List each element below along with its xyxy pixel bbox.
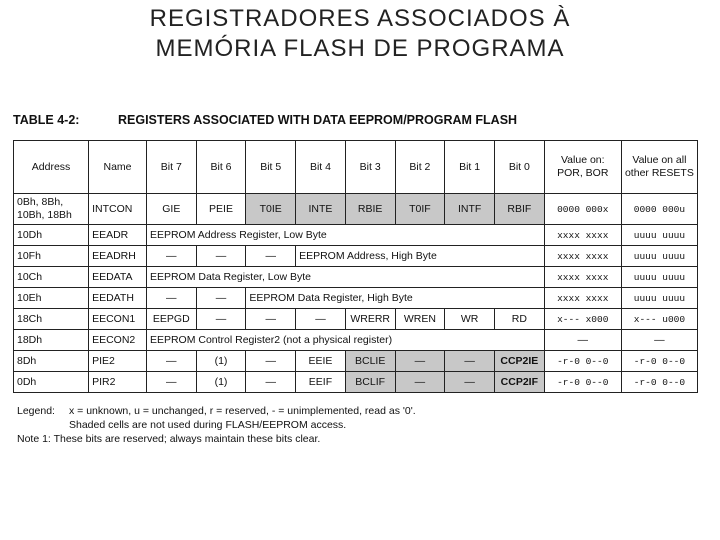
bit-cell: — bbox=[146, 288, 196, 309]
other-value-cell: — bbox=[621, 330, 697, 351]
bit-cell: WREN bbox=[395, 309, 445, 330]
address-cell: 18Ch bbox=[14, 309, 89, 330]
address-cell: 0Dh bbox=[14, 372, 89, 393]
table-header-row bbox=[14, 141, 698, 194]
slide-title bbox=[0, 4, 720, 64]
legend-line bbox=[17, 404, 707, 418]
header-cell: Bit 3 bbox=[345, 141, 395, 194]
bit-cell-shaded: CCP2IF bbox=[494, 372, 544, 393]
other-value-cell: 0000 000u bbox=[621, 194, 697, 225]
name-cell: EEADR bbox=[89, 225, 147, 246]
legend-label: Legend: bbox=[17, 405, 55, 417]
bit-cell: — bbox=[196, 309, 246, 330]
table-row bbox=[14, 246, 698, 267]
bit-cell-shaded: CCP2IE bbox=[494, 351, 544, 372]
header-cell: Bit 5 bbox=[246, 141, 296, 194]
bit-cell: — bbox=[296, 309, 346, 330]
name-cell: EEDATA bbox=[89, 267, 147, 288]
table-row bbox=[14, 225, 698, 246]
bit-cell-shaded: T0IF bbox=[395, 194, 445, 225]
bit-cell-shaded: INTF bbox=[445, 194, 495, 225]
por-value-cell: — bbox=[544, 330, 621, 351]
header-cell: Bit 0 bbox=[494, 141, 544, 194]
name-cell: PIE2 bbox=[89, 351, 147, 372]
table-row bbox=[14, 267, 698, 288]
header-cell: Name bbox=[89, 141, 147, 194]
header-cell: Bit 6 bbox=[196, 141, 246, 194]
por-value-cell: xxxx xxxx bbox=[544, 225, 621, 246]
bit-cell: — bbox=[196, 246, 246, 267]
legend-text: x = unknown, u = unchanged, r = reserved, - = unimplemented, read as '0'. bbox=[69, 405, 416, 417]
span-cell: EEPROM Control Register2 (not a physical register) bbox=[146, 330, 544, 351]
header-cell: Value on all other RESETS bbox=[621, 141, 697, 194]
bit-cell: EEPGD bbox=[146, 309, 196, 330]
table-notes bbox=[17, 404, 707, 446]
por-value-cell: xxxx xxxx bbox=[544, 288, 621, 309]
bit-cell-shaded: BCLIF bbox=[345, 372, 395, 393]
por-value-cell: 0000 000x bbox=[544, 194, 621, 225]
bit-cell: RD bbox=[494, 309, 544, 330]
header-cell: Value on: POR, BOR bbox=[544, 141, 621, 194]
footnote-1: Note 1: These bits are reserved; always maintain these bits clear. bbox=[17, 433, 321, 445]
table-row bbox=[14, 309, 698, 330]
bit-cell: — bbox=[246, 246, 296, 267]
bit-cell: WRERR bbox=[345, 309, 395, 330]
bit-cell: — bbox=[246, 351, 296, 372]
por-value-cell: -r-0 0--0 bbox=[544, 351, 621, 372]
por-value-cell: -r-0 0--0 bbox=[544, 372, 621, 393]
other-value-cell: x--- u000 bbox=[621, 309, 697, 330]
address-cell: 0Bh, 8Bh, 10Bh, 18Bh bbox=[14, 194, 89, 225]
bit-cell: — bbox=[146, 246, 196, 267]
bit-cell-shaded: RBIF bbox=[494, 194, 544, 225]
span-cell: EEPROM Address, High Byte bbox=[296, 246, 545, 267]
bit-cell: WR bbox=[445, 309, 495, 330]
shaded-cells-note: Shaded cells are not used during FLASH/EEPROM access. bbox=[69, 419, 347, 431]
other-value-cell: -r-0 0--0 bbox=[621, 372, 697, 393]
header-cell: Bit 4 bbox=[296, 141, 346, 194]
bit-cell: GIE bbox=[146, 194, 196, 225]
bit-cell: PEIE bbox=[196, 194, 246, 225]
bit-cell: EEIE bbox=[296, 351, 346, 372]
bit-cell-shaded: RBIE bbox=[345, 194, 395, 225]
por-value-cell: xxxx xxxx bbox=[544, 267, 621, 288]
header-cell: Bit 7 bbox=[146, 141, 196, 194]
header-cell: Address bbox=[14, 141, 89, 194]
other-value-cell: -r-0 0--0 bbox=[621, 351, 697, 372]
name-cell: INTCON bbox=[89, 194, 147, 225]
slide-title-line-1: REGISTRADORES ASSOCIADOS À bbox=[149, 5, 571, 32]
slide-title-line-2: MEMÓRIA FLASH DE PROGRAMA bbox=[155, 35, 565, 62]
name-cell: EECON1 bbox=[89, 309, 147, 330]
table-row bbox=[14, 330, 698, 351]
bit-cell-shaded: T0IE bbox=[246, 194, 296, 225]
name-cell: PIR2 bbox=[89, 372, 147, 393]
span-cell: EEPROM Address Register, Low Byte bbox=[146, 225, 544, 246]
header-cell: Bit 1 bbox=[445, 141, 495, 194]
table-row bbox=[14, 351, 698, 372]
header-cell: Bit 2 bbox=[395, 141, 445, 194]
bit-cell-shaded: BCLIE bbox=[345, 351, 395, 372]
address-cell: 10Dh bbox=[14, 225, 89, 246]
table-row bbox=[14, 372, 698, 393]
other-value-cell: uuuu uuuu bbox=[621, 225, 697, 246]
other-value-cell: uuuu uuuu bbox=[621, 267, 697, 288]
bit-cell: EEIF bbox=[296, 372, 346, 393]
table-caption: REGISTERS ASSOCIATED WITH DATA EEPROM/PROGRAM FLASH bbox=[118, 113, 518, 127]
name-cell: EECON2 bbox=[89, 330, 147, 351]
span-cell: EEPROM Data Register, Low Byte bbox=[146, 267, 544, 288]
registers-table bbox=[13, 140, 698, 393]
name-cell: EEADRH bbox=[89, 246, 147, 267]
table-row bbox=[14, 194, 698, 225]
other-value-cell: uuuu uuuu bbox=[621, 288, 697, 309]
bit-cell-shaded: — bbox=[395, 372, 445, 393]
bit-cell: — bbox=[246, 372, 296, 393]
name-cell: EEDATH bbox=[89, 288, 147, 309]
bit-cell: — bbox=[196, 288, 246, 309]
bit-cell: — bbox=[246, 309, 296, 330]
table-heading bbox=[13, 113, 713, 127]
address-cell: 10Eh bbox=[14, 288, 89, 309]
other-value-cell: uuuu uuuu bbox=[621, 246, 697, 267]
por-value-cell: x--- x000 bbox=[544, 309, 621, 330]
bit-cell: — bbox=[146, 351, 196, 372]
address-cell: 8Dh bbox=[14, 351, 89, 372]
bit-cell-shaded: — bbox=[445, 351, 495, 372]
bit-cell: (1) bbox=[196, 372, 246, 393]
address-cell: 18Dh bbox=[14, 330, 89, 351]
bit-cell: (1) bbox=[196, 351, 246, 372]
address-cell: 10Ch bbox=[14, 267, 89, 288]
bit-cell-shaded: — bbox=[445, 372, 495, 393]
bit-cell: — bbox=[146, 372, 196, 393]
por-value-cell: xxxx xxxx bbox=[544, 246, 621, 267]
span-cell: EEPROM Data Register, High Byte bbox=[246, 288, 544, 309]
table-row bbox=[14, 288, 698, 309]
table-number: TABLE 4-2: bbox=[13, 113, 80, 127]
bit-cell-shaded: INTE bbox=[296, 194, 346, 225]
bit-cell-shaded: — bbox=[395, 351, 445, 372]
address-cell: 10Fh bbox=[14, 246, 89, 267]
